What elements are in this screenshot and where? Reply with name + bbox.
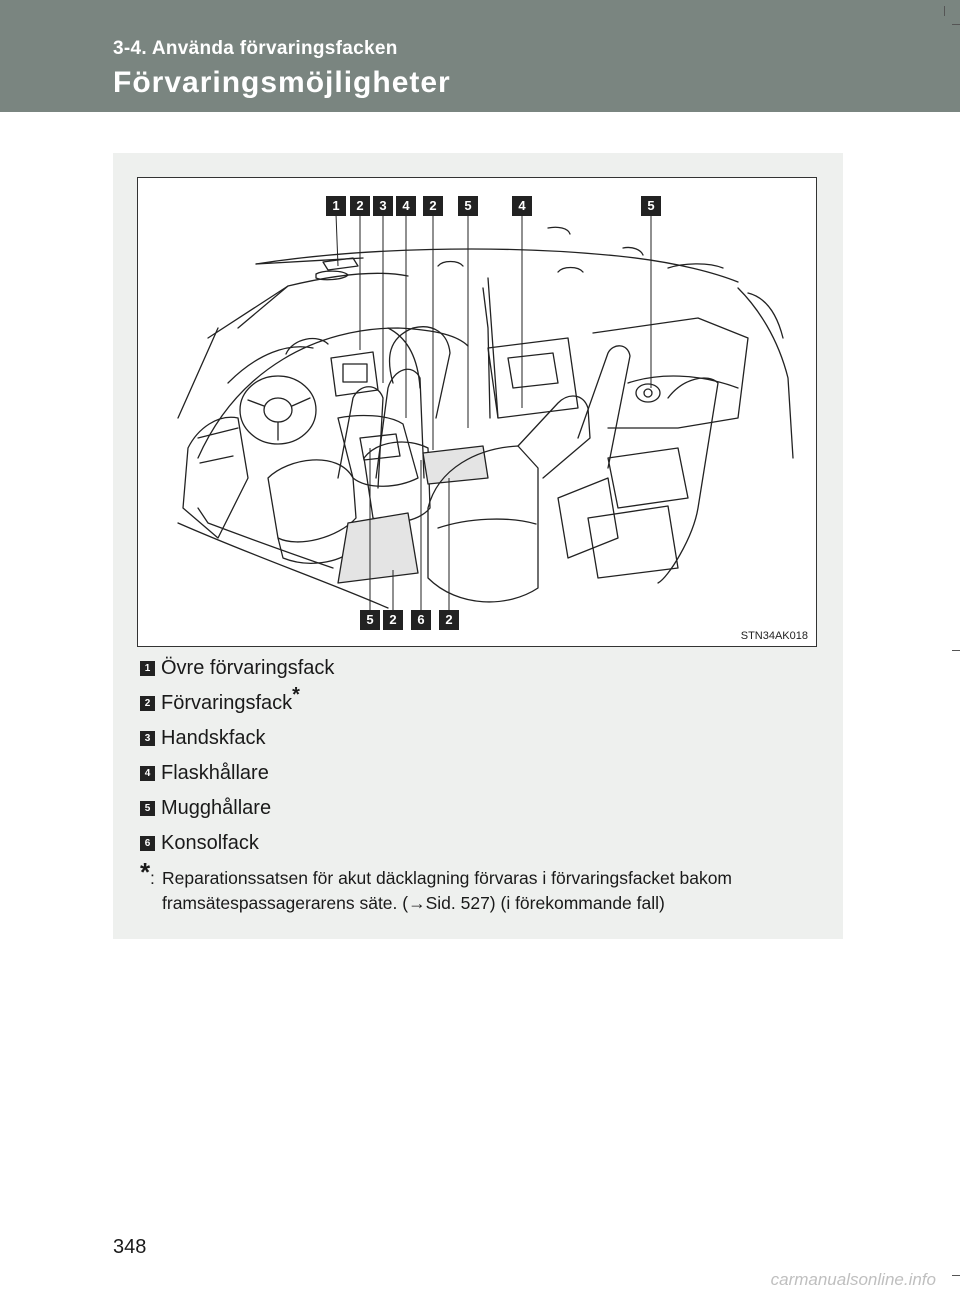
legend-label: Övre förvaringsfack [161, 656, 335, 679]
legend-item [140, 758, 269, 788]
legend-item [140, 683, 300, 718]
callout-badge: 4 [396, 196, 416, 216]
legend-number: 6 [140, 836, 155, 851]
crop-mark [952, 650, 960, 651]
callout-badge: 2 [439, 610, 459, 630]
legend-label: Flaskhållare [161, 761, 269, 784]
callout-badge: 6 [411, 610, 431, 630]
callout-badge: 4 [512, 196, 532, 216]
callout-badge: 2 [383, 610, 403, 630]
callout-badge: 2 [350, 196, 370, 216]
footnote-colon: : [150, 868, 155, 888]
chapter-header [0, 0, 960, 112]
figure-code: STN34AK018 [740, 630, 808, 642]
legend-label: Mugghållare [161, 796, 272, 819]
footnote-asterisk: * [140, 857, 151, 887]
legend-label: Konsolfack [161, 831, 259, 854]
crop-mark [952, 1275, 960, 1276]
car-interior-drawing [138, 178, 817, 647]
footnote-text: Reparationssatsen för akut däcklagning förvaras i förvaringsfacket bakom framsätespassagerarens säte. (→Sid. 527) (i förekommande fall) [162, 868, 733, 913]
watermark: carmanualsonline.info [770, 1270, 936, 1289]
footnote [140, 857, 830, 916]
crop-mark [952, 24, 960, 25]
legend-number: 5 [140, 801, 155, 816]
legend-item [140, 793, 271, 823]
legend-item [140, 723, 266, 753]
legend-label: Förvaringsfack [161, 691, 293, 714]
page-title: Förvaringsmöjligheter [113, 66, 451, 99]
interior-illustration [137, 177, 817, 647]
callout-badge: 2 [423, 196, 443, 216]
legend-number: 3 [140, 731, 155, 746]
crop-mark [944, 6, 945, 16]
legend-number: 2 [140, 696, 155, 711]
callout-badge: 5 [458, 196, 478, 216]
callout-badge: 3 [373, 196, 393, 216]
callout-badge: 5 [360, 610, 380, 630]
legend-label: Handskfack [161, 726, 266, 749]
legend-number: 1 [140, 661, 155, 676]
legend-item [140, 653, 334, 683]
footnote-asterisk: * [292, 683, 300, 706]
legend-number: 4 [140, 766, 155, 781]
callout-badge: 1 [326, 196, 346, 216]
section-heading: 3-4. Använda förvaringsfacken [113, 38, 398, 59]
page-number: 348 [113, 1236, 147, 1258]
legend-item [140, 828, 259, 858]
callout-badge: 5 [641, 196, 661, 216]
